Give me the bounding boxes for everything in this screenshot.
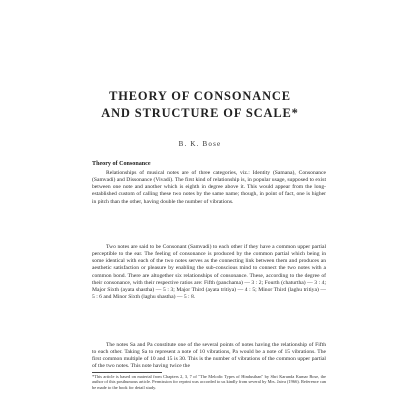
- section-heading: Theory of Consonance: [92, 161, 151, 167]
- footnote: *This article is based on material from Chapters 2, 3, 7 of "The Melodic Types of Hindusthan" by Shri Karunda Kumar Bose, the author of this posthumous article. Permission for reprint was accorded to us kindly from several by Mrs. Jaiva (1966). Reference can be made to the book for detail study.: [92, 374, 326, 390]
- author-name: B. K. Bose: [178, 140, 222, 148]
- body-paragraph-2: Two notes are said to be Consonant (Samvadi) to each other if they have a common upper partial perceptible to the ear. The feeling of consonance is produced by the common partial which being in some identical with each of the two notes serves as the connecting link between them and produces an aesthetic satisfaction or pleasure by enabling the sub-conscious mind to connect the two notes with a common bond. There are altogether six relationships of consonance. These, according to the degree of their consonance, with their respective ratios are: Fifth (panchama) — 3 : 2; Fourth (chaturtha) — 3 : 4; Major Sixth (ayata shastha) — 5 : 3; Major Third (ayata tritiya) — 4 : 5; Minor Third (laghu tritiya) — 5 : 6 and Minor Sixth (laghu shastha) — 5 : 8.: [92, 244, 326, 301]
- body-paragraph-1: Relationships of musical notes are of three categories, viz.: Identity (Samana), Consonance (Samvadi) and Dissonance (Vivadi). The first kind of relationship is, in popular usage, supposed to exist between one note and another which is eighth in degree above it. This would appear from the long-established custom of calling these two notes by the same name; though, in point of fact, one is higher in pitch than the other, having double the number of vibrations.: [92, 170, 326, 205]
- article-title-line-2: AND STRUCTURE OF SCALE*: [101, 106, 299, 120]
- article-title-line-1: THEORY OF CONSONANCE: [109, 89, 291, 103]
- body-paragraph-3: The notes Sa and Pa constitute one of the several points of notes having the relationship of Fifth to each other. Taking Sa to represent a note of 10 vibrations, Pa would be a note of 15 vibrations. The first common multiple of 10 and 15 is 30. This is the number of vibrations of the common upper partial of the two notes. This note having twice the: [92, 342, 326, 370]
- footnote-divider: [92, 372, 162, 373]
